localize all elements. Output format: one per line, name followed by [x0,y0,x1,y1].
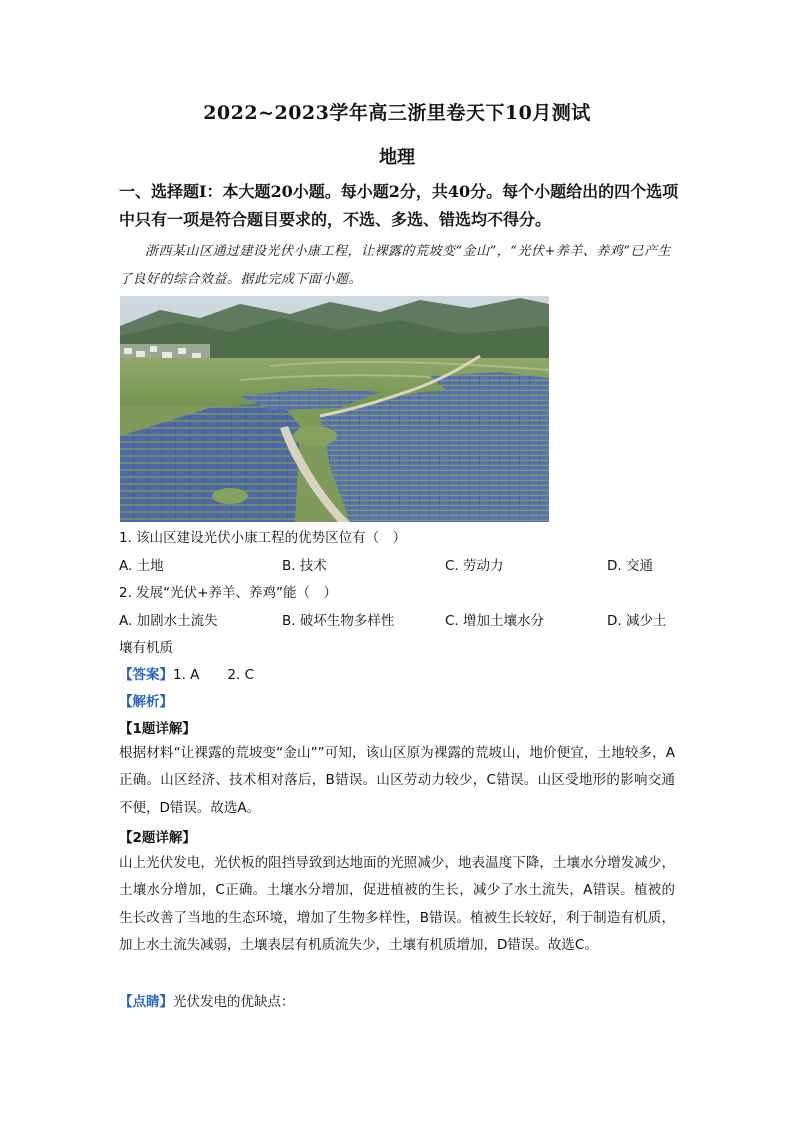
question-1-option-c: C. 劳动力 [445,558,504,574]
tip-text: 光伏发电的优缺点： [173,994,295,1010]
answer-line [119,665,679,685]
analysis-tag: 【解析】 [119,694,173,710]
detail-2-heading: 【2题详解】 [119,830,196,846]
question-1-option-b: B. 技术 [282,558,327,574]
solar-farm-photo [120,296,549,522]
question-2-option-d-wrap: 壤有机质 [119,640,173,656]
subject-title: 地理 [379,147,415,168]
tip-tag: 【点睛】 [119,994,173,1010]
detail-1-heading: 【1题详解】 [119,721,196,737]
question-1-stem: 1. 该山区建设光伏小康工程的优势区位有（ ） [119,530,407,546]
question-2-option-c: C. 增加土壤水分 [445,613,545,629]
question-2-stem: 2. 发展“光伏+养羊、养鸡”能（ ） [119,585,337,601]
question-1-option-a: A. 土地 [119,558,164,574]
question-2-option-d: D. 减少土 [607,613,667,629]
tip-line [119,992,679,1012]
question-2-option-a: A. 加剧水土流失 [119,613,218,629]
answer-tag: 【答案】 [119,667,173,683]
page-title: 2022~2023学年高三浙里卷天下10月测试 [203,102,591,124]
detail-1-text: 根据材料“让裸露的荒坡变“金山””可知，该山区原为裸露的荒坡山，地价便宜，土地较多，A正确。山区经济、技术相对落后，B错误。山区劳动力较少，C错误。山区受地形的影响交通不便，D错误。故选A。 [119,745,675,816]
answer-q2: 2. C [227,667,255,683]
section-instructions: 一、选择题Ⅰ：本大题20小题。每小题2分，共40分。每个小题给出的四个选项中只有一项是符合题目要求的，不选、多选、错选均不得分。 [119,182,679,229]
question-1-option-d: D. 交通 [607,558,653,574]
answer-q1: 1. A [173,667,200,683]
question-2-option-b: B. 破坏生物多样性 [282,613,395,629]
material-text: 浙西某山区通过建设光伏小康工程，让裸露的荒坡变“金山”，“光伏+养羊、养鸡”已产生了良好的综合效益。据此完成下面小题。 [119,244,671,287]
detail-2-text: 山上光伏发电，光伏板的阻挡导致到达地面的光照减少，地表温度下降，土壤水分增发减少，土壤水分增加，C正确。土壤水分增加，促进植被的生长，减少了水土流失，A错误。植被的生长改善了当地的生态环境，增加了生物多样性，B错误。植被生长较好，利于制造有机质，加上水土流失减弱，土壤表层有机质流失少，土壤有机质增加，D错误。故选C。 [119,855,675,953]
analysis-tag-line [119,692,679,712]
